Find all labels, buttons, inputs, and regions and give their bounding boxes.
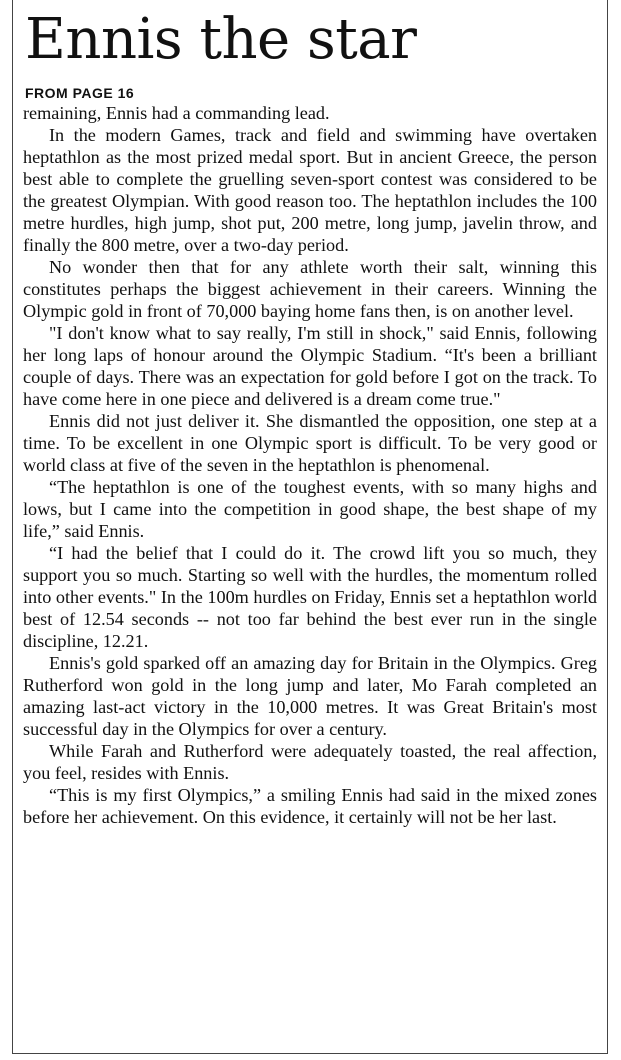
headline: Ennis the star: [25, 7, 417, 72]
jump-label: FROM PAGE 16: [25, 85, 135, 101]
paragraph: remaining, Ennis had a commanding lead.: [23, 103, 330, 123]
paragraph: "I don't know what to say really, I'm still in shock," said Ennis, following her long laps of honour around the Olympic Stadium. “It's been a brilliant couple of days. There was an expectation for gold before I got on the track. To have come here in one piece and delivered is a dream come true.": [23, 323, 597, 409]
paragraph: “I had the belief that I could do it. The crowd lift you so much, they support you so much. Starting so well with the hurdles, the momentum rolled into other events." In the 100m hurdles on Friday, Ennis set a heptathlon world best of 12.54 seconds -- not too far behind the best ever run in the single discipline, 12.21.: [23, 543, 597, 651]
paragraph: Ennis did not just deliver it. She dismantled the opposition, one step at a time. To be excellent in one Olympic sport is difficult. To be very good or world class at five of the seven in the heptathlon is phenomenal.: [23, 411, 597, 475]
paragraph: “This is my first Olympics,” a smiling Ennis had said in the mixed zones before her achievement. On this evidence, it certainly will not be her last.: [23, 785, 597, 827]
article-body: [23, 102, 597, 828]
paragraph: No wonder then that for any athlete worth their salt, winning this constitutes perhaps the biggest achievement in their careers. Winning the Olympic gold in front of 70,000 baying home fans then, is on another level.: [23, 257, 597, 321]
paragraph: “The heptathlon is one of the toughest events, with so many highs and lows, but I came into the competition in good shape, the best shape of my life,” said Ennis.: [23, 477, 597, 541]
paragraph: In the modern Games, track and field and swimming have overtaken heptathlon as the most prized medal sport. But in ancient Greece, the person best able to complete the gruelling seven-sport contest was considered to be the greatest Olympian. With good reason too. The heptathlon includes the 100 metre hurdles, high jump, shot put, 200 metre, long jump, javelin throw, and finally the 800 metre, over a two-day period.: [23, 125, 597, 255]
article-column: [12, 0, 608, 1054]
paragraph: While Farah and Rutherford were adequately toasted, the real affection, you feel, resides with Ennis.: [23, 741, 597, 783]
paragraph: Ennis's gold sparked off an amazing day for Britain in the Olympics. Greg Rutherford won gold in the long jump and later, Mo Farah completed an amazing last-act victory in the 10,000 metres. It was Great Britain's most successful day in the Olympics for over a century.: [23, 653, 597, 739]
